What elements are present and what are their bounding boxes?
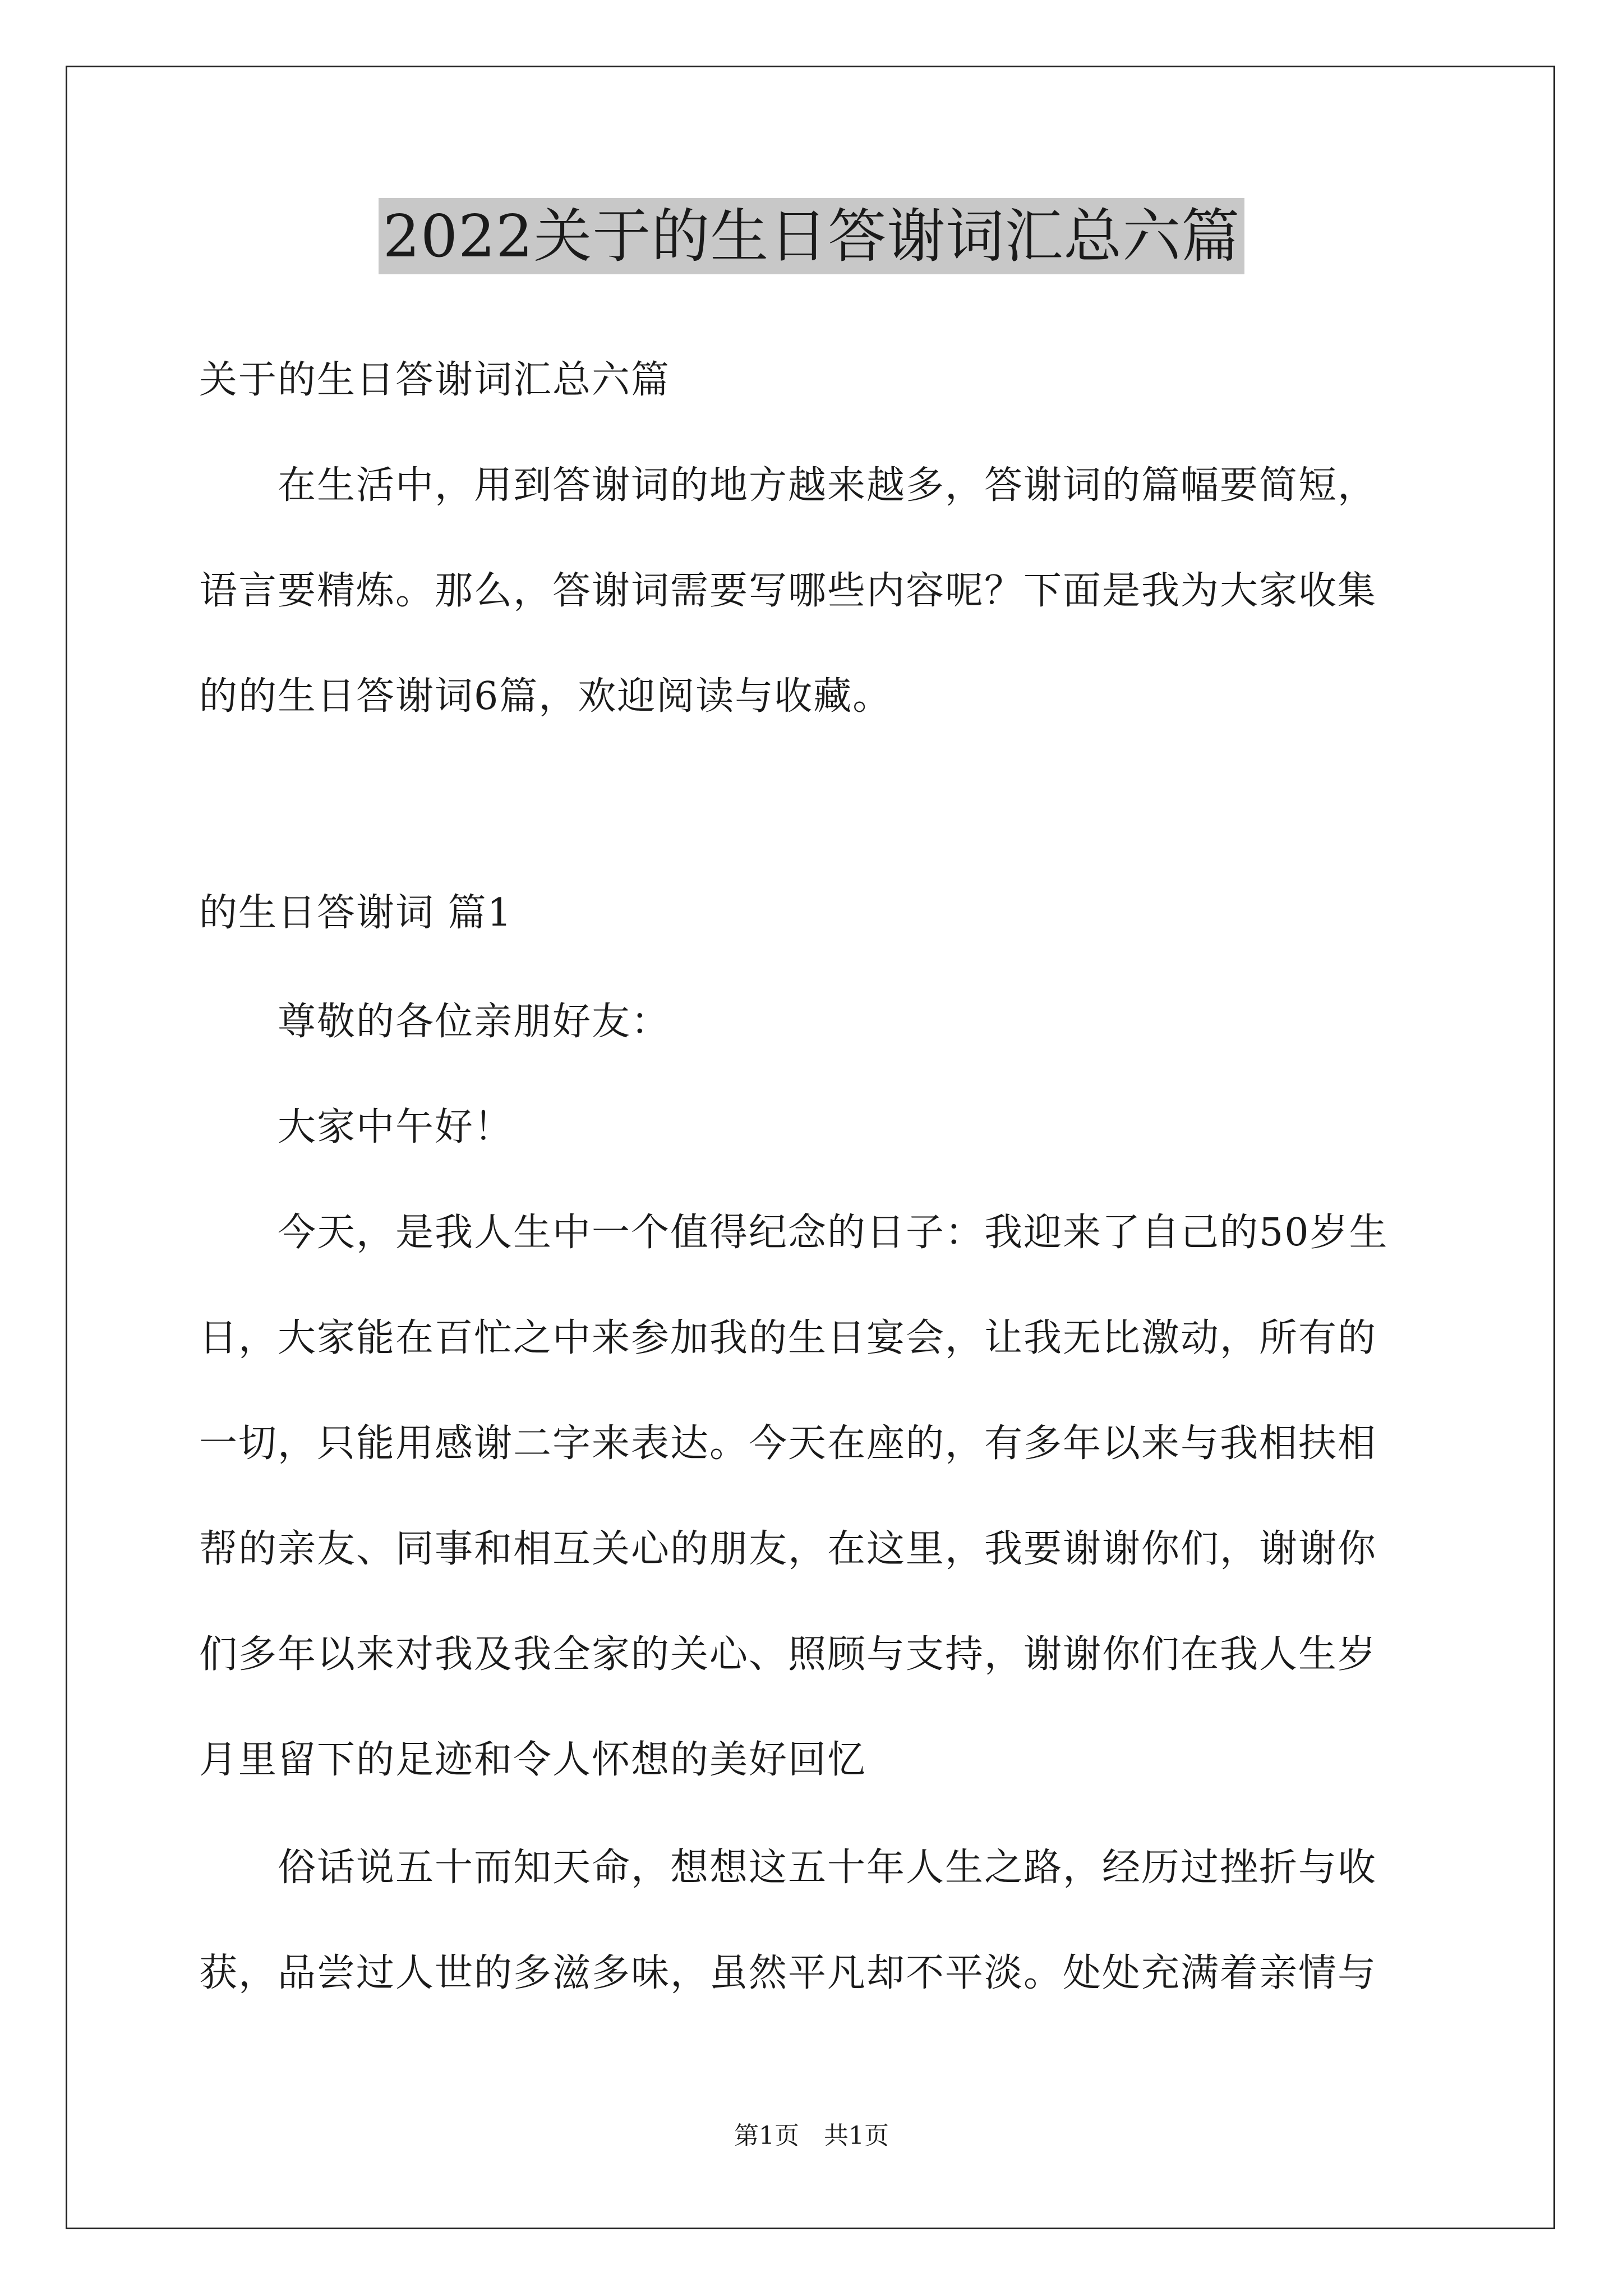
subtitle-line: 关于的生日答谢词汇总六篇 [199, 358, 671, 402]
section-heading: 的生日答谢词 篇1 [199, 891, 513, 935]
text-line: 尊敬的各位亲朋好友： [199, 1000, 671, 1044]
text-line: 语言要精炼。那么，答谢词需要写哪些内容呢？下面是我为大家收集 [199, 569, 1377, 613]
text-line: 今天，是我人生中一个值得纪念的日子：我迎来了自己的50岁生 [199, 1211, 1389, 1255]
title-container [0, 198, 1623, 274]
text-line: 的的生日答谢词6篇，欢迎阅读与收藏。 [199, 674, 892, 719]
document-title: 2022关于的生日答谢词汇总六篇 [379, 198, 1245, 274]
text-line: 在生活中，用到答谢词的地方越来越多，答谢词的篇幅要简短， [199, 463, 1377, 508]
text-line: 们多年以来对我及我全家的关心、照顾与支持，谢谢你们在我人生岁 [199, 1632, 1377, 1677]
text-line: 帮的亲友、同事和相互关心的朋友，在这里，我要谢谢你们，谢谢你 [199, 1527, 1377, 1571]
text-line: 月里留下的足迹和令人怀想的美好回忆 [199, 1738, 867, 1782]
text-line: 俗话说五十而知天命，想想这五十年人生之路，经历过挫折与收 [199, 1846, 1377, 1890]
text-line: 大家中午好！ [199, 1105, 514, 1149]
text-line: 获，品尝过人世的多滋多味，虽然平凡却不平淡。处处充满着亲情与 [199, 1951, 1377, 1995]
page-footer: 第1页 共1页 [734, 2122, 889, 2150]
text-line: 日，大家能在百忙之中来参加我的生日宴会，让我无比激动，所有的 [199, 1316, 1377, 1360]
text-line: 一切，只能用感谢二字来表达。今天在座的，有多年以来与我相扶相 [199, 1421, 1377, 1466]
